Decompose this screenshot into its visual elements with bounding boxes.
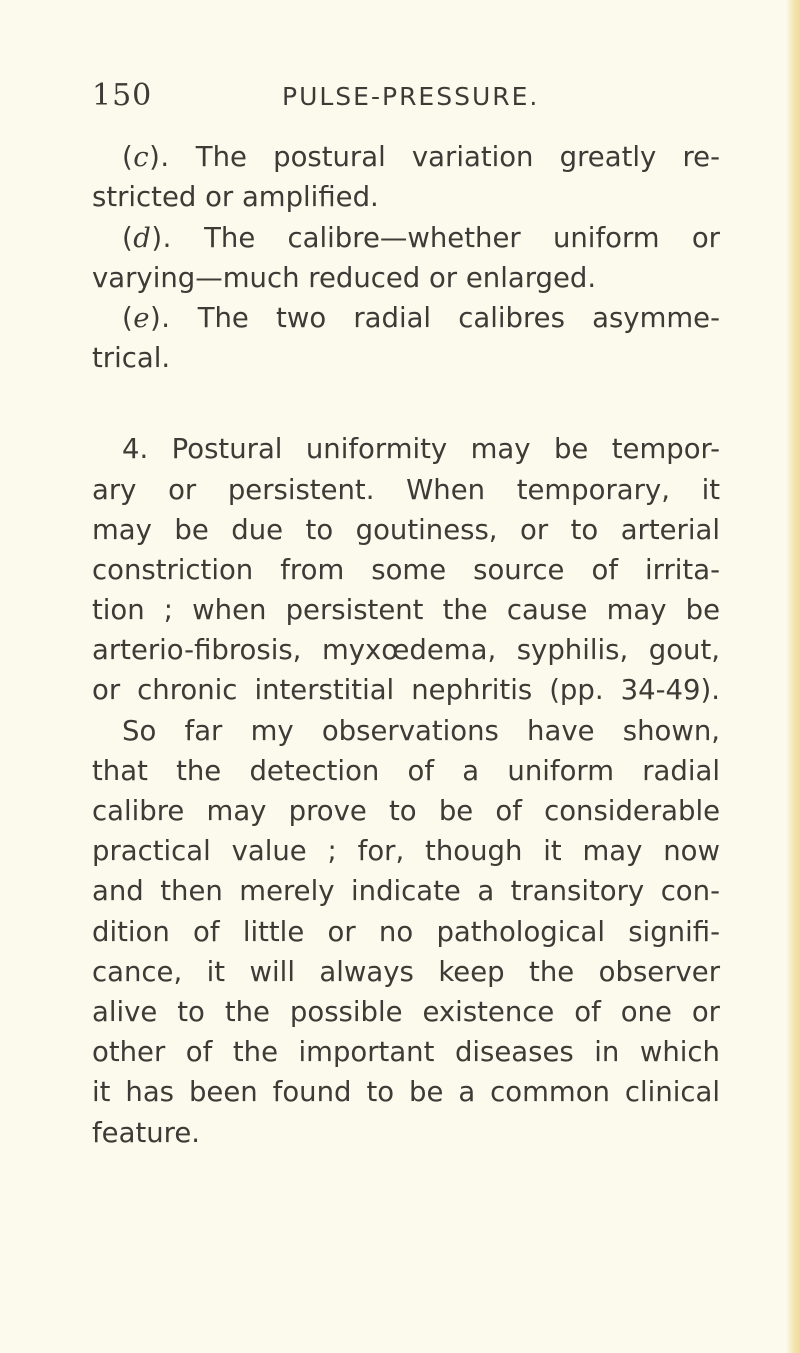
page-number: 150 (92, 78, 153, 113)
list-item-d-line-1 (122, 218, 720, 258)
paragraph2-line-8: alive to the possible existence of one or (92, 996, 720, 1028)
list-item-d-line-2: varying—much reduced or enlarged. (92, 262, 597, 294)
paragraph2-line-10: it has been found to be a common clinical (92, 1076, 720, 1108)
paragraph2-line-2: that the detection of a uniform radial (92, 755, 720, 787)
list-text: The two radial calibres asymme- (197, 302, 720, 334)
paragraph2-line-4: practical value ; for, though it may now (92, 835, 720, 867)
paragraph2-line-11: feature. (92, 1117, 201, 1149)
section4-line-5: tion ; when persistent the cause may be (92, 594, 720, 626)
paragraph2-line-3: calibre may prove to be of considerable (92, 795, 720, 827)
list-label: (d). (122, 222, 172, 254)
list-item-e-line-1 (122, 298, 720, 338)
section4-line-1: 4. Postural uniformity may be tempor- (122, 433, 720, 465)
list-label: (e). (122, 302, 171, 334)
section4-line-4: constriction from some source of irrita- (92, 554, 720, 586)
paragraph2-line-9: other of the important diseases in which (92, 1036, 720, 1068)
list-label: (c). (122, 141, 170, 173)
paragraph2-line-1: So far my observations have shown, (122, 715, 720, 747)
paragraph2-line-6: dition of little or no pathological signifi- (92, 916, 720, 948)
page-header (92, 78, 732, 118)
list-item-e-line-2: trical. (92, 342, 171, 374)
list-text: The calibre—whether uniform or (204, 222, 720, 254)
paragraph2-line-5: and then merely indicate a transitory con- (92, 875, 720, 907)
section4-line-6: arterio-fibrosis, myxœdema, syphilis, gout, (92, 634, 720, 666)
paragraph2-line-7: cance, it will always keep the observer (92, 956, 720, 988)
section4-line-3: may be due to goutiness, or to arterial (92, 514, 720, 546)
section4-line-2: ary or persistent. When temporary, it (92, 474, 720, 506)
list-text: The postural variation greatly re- (195, 141, 720, 173)
section4-line-7: or chronic interstitial nephritis (pp. 34-49). (92, 674, 720, 706)
list-item-c-line-1 (122, 137, 720, 177)
page-edge (786, 0, 800, 1353)
list-item-c-line-2: stricted or amplified. (92, 181, 379, 213)
running-head: PULSE-PRESSURE. (282, 82, 540, 111)
